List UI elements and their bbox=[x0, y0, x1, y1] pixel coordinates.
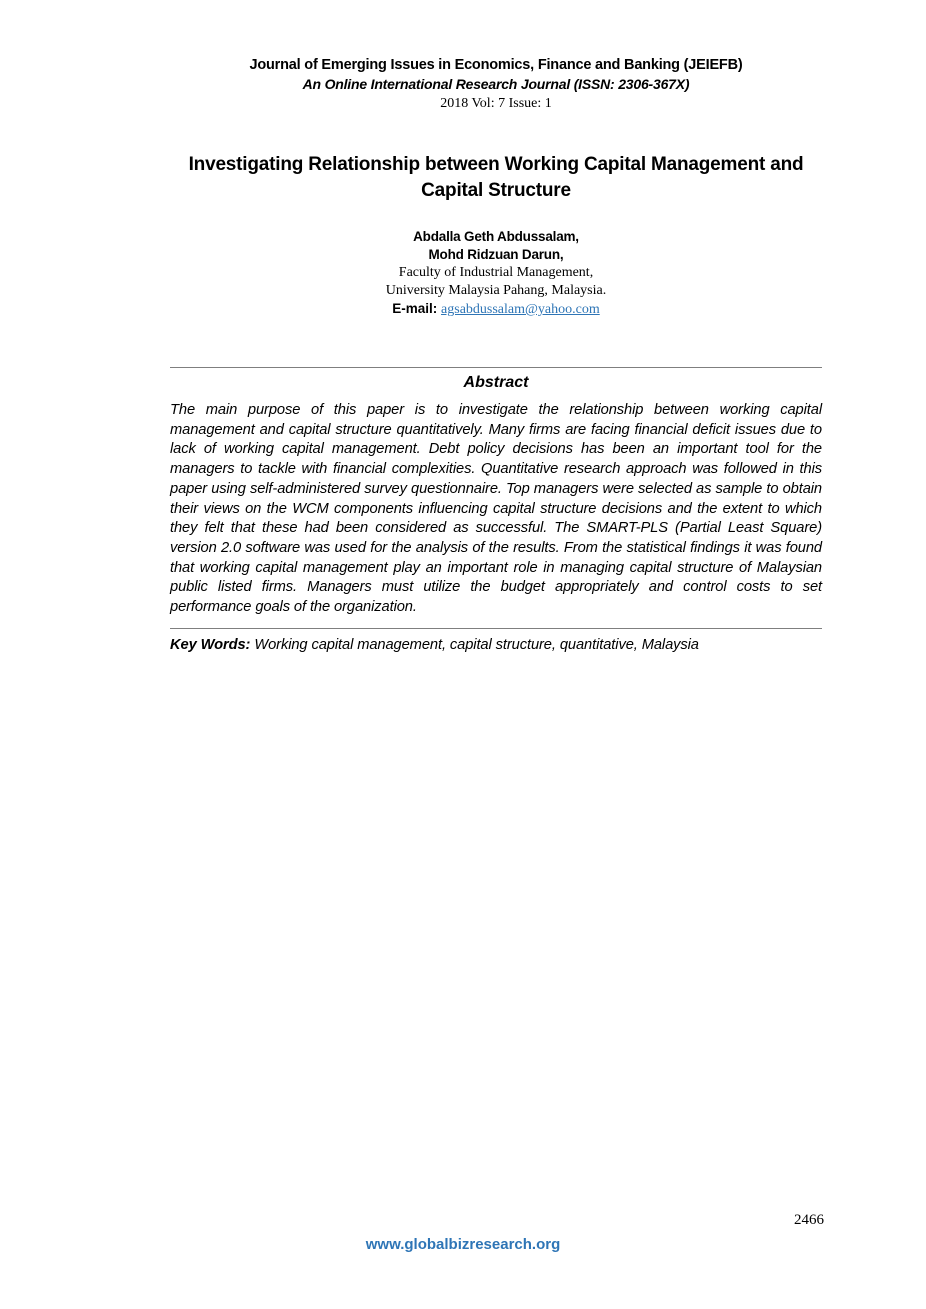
paper-title: Investigating Relationship between Working Capital Management and Capital Structure bbox=[188, 154, 804, 201]
journal-name: Journal of Emerging Issues in Economics, Finance and Banking (JEIEFB) bbox=[249, 57, 743, 73]
page-number: 2466 bbox=[794, 1212, 824, 1228]
email-link[interactable]: agsabdussalam@yahoo.com bbox=[441, 302, 600, 317]
authors-block bbox=[170, 228, 822, 319]
journal-header bbox=[170, 57, 822, 112]
author-name: Abdalla Geth Abdussalam, bbox=[413, 229, 579, 244]
affiliation-line: University Malaysia Pahang, Malaysia. bbox=[385, 283, 607, 298]
email-line bbox=[170, 300, 822, 319]
abstract-heading: Abstract bbox=[463, 374, 529, 391]
email-label: E-mail: bbox=[392, 301, 438, 316]
abstract-bottom-rule bbox=[170, 628, 822, 629]
footer-url bbox=[0, 1236, 926, 1253]
footer-url-link[interactable]: www.globalbizresearch.org bbox=[365, 1236, 561, 1253]
author-name: Mohd Ridzuan Darun, bbox=[428, 247, 564, 262]
abstract-body: The main purpose of this paper is to investigate the relationship between working capital management and capital structure quantitatively. Many firms are facing financial deficit issues due to lack of working capital management. Debt policy decisions has been an important tool for the managers to tackle with financial complexities. Quantitative research approach was followed in this paper using self-administered survey questionnaire. Top managers were selected as sample to obtain their views on the WCM components influencing capital structure decisions and the extent to which they felt that these had been considered as successful. The SMART-PLS (Partial Least Square) version 2.0 software was used for the analysis of the results. From the statistical findings it was found that working capital management play an important role in managing capital structure of Malaysian public listed firms. Managers must utilize the budget appropriately and control costs to set performance goals of the organization. bbox=[170, 402, 822, 616]
page-content bbox=[170, 0, 822, 653]
keywords-text: Working capital management, capital structure, quantitative, Malaysia bbox=[250, 636, 699, 653]
journal-subtitle: An Online International Research Journal (ISSN: 2306-367X) bbox=[302, 76, 690, 92]
keywords-line bbox=[170, 637, 822, 653]
journal-volume-issue: 2018 Vol: 7 Issue: 1 bbox=[440, 96, 552, 111]
keywords-label: Key Words: bbox=[170, 636, 251, 653]
abstract-top-rule bbox=[170, 367, 822, 368]
affiliation-line: Faculty of Industrial Management, bbox=[398, 265, 594, 280]
